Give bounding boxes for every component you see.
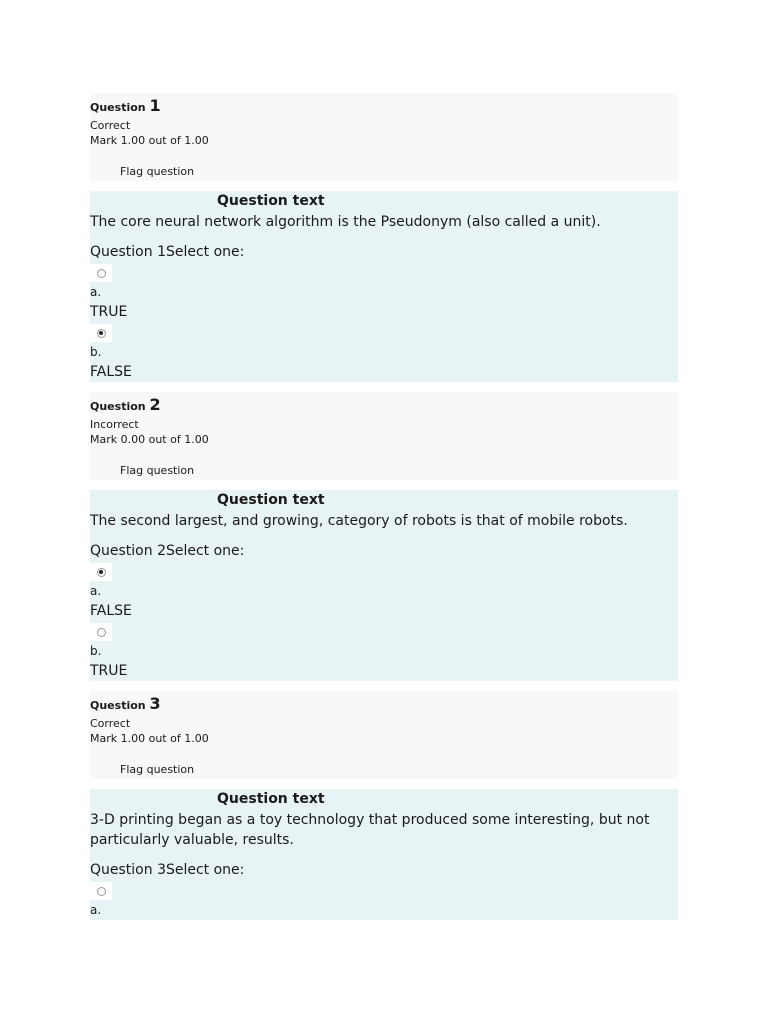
question-3-option-a-radio[interactable] xyxy=(90,882,112,900)
question-3-content xyxy=(90,789,678,920)
question-1-option-b-radio[interactable] xyxy=(90,324,112,342)
question-2-info xyxy=(90,392,678,480)
question-1-state: Correct xyxy=(90,119,131,132)
question-1-option-a-radio[interactable] xyxy=(90,264,112,282)
question-3-number: Question 3 xyxy=(90,694,161,713)
question-2-option-b-radio[interactable] xyxy=(90,623,112,641)
question-2-option-a-letter: a. xyxy=(90,584,102,598)
question-2-text: The second largest, and growing, category of robots is that of mobile robots. xyxy=(90,513,628,529)
radio-unchecked-icon xyxy=(97,269,106,278)
question-2-flag-link[interactable]: Flag question xyxy=(120,464,195,477)
radio-checked-icon xyxy=(97,568,106,577)
question-2-number: Question 2 xyxy=(90,395,161,414)
question-3-grade: Mark 1.00 out of 1.00 xyxy=(90,732,209,745)
question-1-text-heading: Question text xyxy=(217,193,325,209)
question-3-text-heading: Question text xyxy=(217,791,325,807)
question-3-info xyxy=(90,691,678,779)
question-1-flag-link[interactable]: Flag question xyxy=(120,165,195,178)
question-2-state: Incorrect xyxy=(90,418,139,431)
question-1-info xyxy=(90,93,678,181)
question-1-text: The core neural network algorithm is the Pseudonym (also called a unit). xyxy=(90,214,601,230)
radio-unchecked-icon xyxy=(97,887,106,896)
question-2-option-a-text: FALSE xyxy=(90,603,132,619)
question-2-content xyxy=(90,490,678,681)
question-2-text-heading: Question text xyxy=(217,492,325,508)
question-3-state: Correct xyxy=(90,717,131,730)
question-2-option-b-letter: b. xyxy=(90,644,102,658)
question-1-grade: Mark 1.00 out of 1.00 xyxy=(90,134,209,147)
question-1-content xyxy=(90,191,678,382)
question-2-prompt: Question 2Select one: xyxy=(90,543,245,559)
question-2-option-b-text: TRUE xyxy=(90,663,128,679)
question-3-prompt: Question 3Select one: xyxy=(90,862,245,878)
question-1-number: Question 1 xyxy=(90,96,161,115)
question-2-grade: Mark 0.00 out of 1.00 xyxy=(90,433,209,446)
question-3-flag-link[interactable]: Flag question xyxy=(120,763,195,776)
question-3-option-a-letter: a. xyxy=(90,903,102,917)
radio-unchecked-icon xyxy=(97,628,106,637)
question-1-option-a-text: TRUE xyxy=(90,304,128,320)
radio-checked-icon xyxy=(97,329,106,338)
question-2-option-a-radio[interactable] xyxy=(90,563,112,581)
question-1-option-b-text: FALSE xyxy=(90,364,132,380)
question-1-prompt: Question 1Select one: xyxy=(90,244,245,260)
question-1-option-a-letter: a. xyxy=(90,285,102,299)
quiz-review xyxy=(90,93,678,920)
question-1-option-b-letter: b. xyxy=(90,345,102,359)
question-3-text: 3-D printing began as a toy technology that produced some interesting, but not particularly valuable, results. xyxy=(90,812,650,848)
